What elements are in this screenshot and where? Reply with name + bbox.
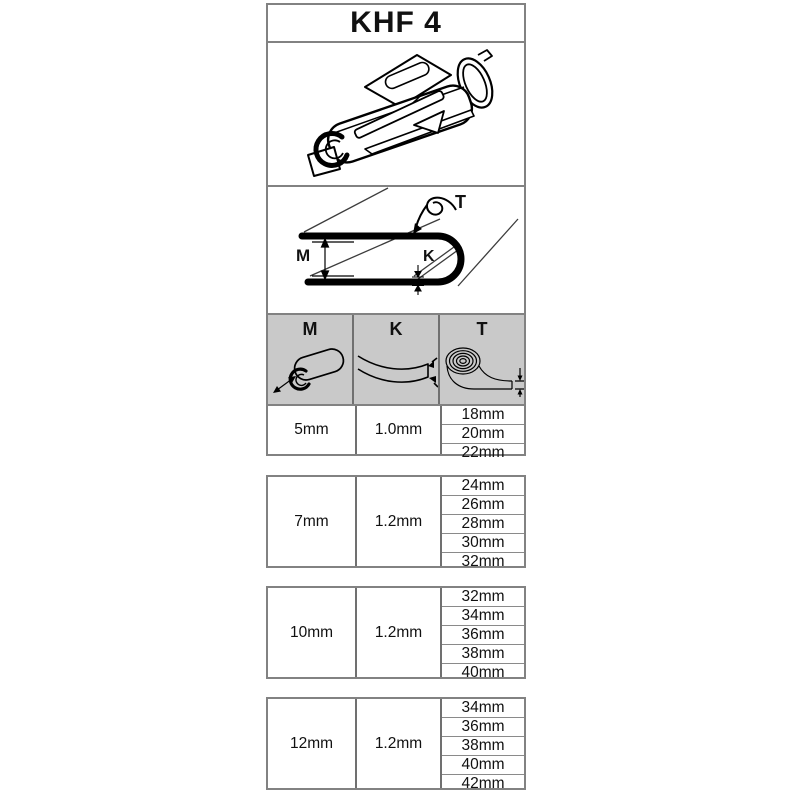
spec-block-1 <box>268 404 524 461</box>
main-spec-table <box>266 3 526 461</box>
t-value: 36mm <box>442 625 524 644</box>
header-label-m: M <box>302 319 318 339</box>
t-values <box>440 588 524 681</box>
header-cell-k <box>352 315 438 404</box>
k-value: 1.2mm <box>355 588 440 677</box>
header-cell-t <box>438 315 524 404</box>
header-label-t: T <box>476 319 488 339</box>
spec-block-2 <box>266 475 526 568</box>
t-value: 26mm <box>442 495 524 514</box>
t-value: 20mm <box>442 424 524 443</box>
m-value: 7mm <box>294 512 329 530</box>
t-value: 42mm <box>442 774 524 793</box>
t-values <box>440 699 524 792</box>
spec-table-header <box>268 313 524 404</box>
t-values <box>440 406 524 461</box>
k-value: 1.2mm <box>355 699 440 788</box>
header-cell-m <box>268 315 352 404</box>
product-drawing-icon <box>268 43 524 185</box>
t-value: 38mm <box>442 736 524 755</box>
t-value: 32mm <box>461 588 505 605</box>
t-value: 34mm <box>461 699 505 716</box>
t-value: 32mm <box>442 552 524 571</box>
k-value: 1.2mm <box>355 477 440 566</box>
m-value: 5mm <box>294 421 329 438</box>
curved-band-icon <box>354 340 438 398</box>
t-value: 40mm <box>442 663 524 682</box>
title-box <box>268 5 524 41</box>
header-label-k: K <box>389 319 403 339</box>
t-value: 40mm <box>442 755 524 774</box>
t-value: 28mm <box>442 514 524 533</box>
product-title: KHF 4 <box>350 6 442 39</box>
t-value: 30mm <box>442 533 524 552</box>
t-value: 24mm <box>461 477 505 494</box>
product-spec-sheet <box>266 3 526 790</box>
spec-block-4 <box>266 697 526 790</box>
t-values <box>440 477 524 570</box>
diagram-label-m: M <box>296 246 311 265</box>
t-value: 18mm <box>461 406 505 423</box>
dimension-diagram-box <box>268 185 524 313</box>
t-value: 36mm <box>442 717 524 736</box>
m-value: 12mm <box>289 734 334 752</box>
diagram-label-k: K <box>423 248 435 265</box>
diagram-label-t: T <box>455 192 466 212</box>
product-image-box <box>268 41 524 185</box>
tape-roll-icon <box>438 340 524 398</box>
t-value: 34mm <box>442 606 524 625</box>
hook-end-icon <box>268 340 352 398</box>
t-value: 38mm <box>442 644 524 663</box>
t-value: 22mm <box>442 443 524 462</box>
k-value: 1.0mm <box>355 406 440 454</box>
m-value: 10mm <box>289 623 334 641</box>
spec-block-3 <box>266 586 526 679</box>
